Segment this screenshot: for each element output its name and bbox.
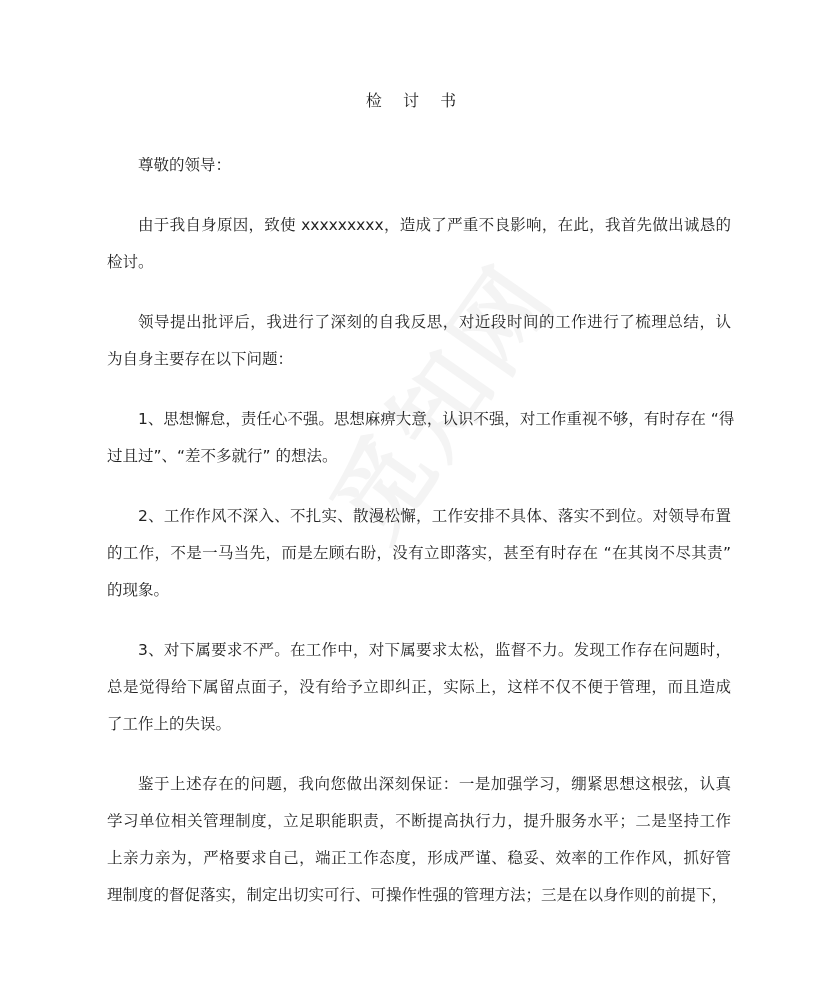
text-line: 上亲力亲为，严格要求自己，端正工作态度，形成严谨、稳妥、效率的工作作风，抓好管 — [107, 849, 731, 867]
text-line: 的现象。 — [107, 581, 170, 599]
document-title: 检 讨 书 — [365, 91, 465, 110]
text-line: 了工作上的失误。 — [107, 715, 232, 733]
paragraph — [107, 498, 731, 609]
text-line: 3、对下属要求不严。在工作中，对下属要求太松，监督不力。发现工作存在问题时， — [138, 641, 731, 659]
text-line: 过且过”、“差不多就行” 的想法。 — [107, 447, 338, 465]
text-line: 领导提出批评后，我进行了深刻的自我反思，对近段时间的工作进行了梳理总结，认 — [138, 313, 731, 331]
paragraph — [107, 207, 731, 281]
text-line: 检讨。 — [107, 253, 154, 271]
text-line: 尊敬的领导： — [138, 156, 232, 174]
paragraph — [107, 632, 731, 743]
paragraph — [107, 304, 731, 378]
text-line: 的工作，不是一马当先，而是左顾右盼，没有立即落实，甚至有时存在 “在其岗不尽其责” — [107, 544, 731, 562]
document-body — [107, 147, 735, 937]
text-line: 总是觉得给下属留点面子，没有给予立即纠正，实际上，这样不仅不便于管理，而且造成 — [107, 678, 731, 696]
text-line: 鉴于上述存在的问题，我向您做出深刻保证：一是加强学习，绷紧思想这根弦，认真 — [138, 775, 731, 793]
paragraph — [107, 401, 735, 475]
paragraph — [107, 766, 731, 914]
text-line: 学习单位相关管理制度，立足职能职责，不断提高执行力，提升服务水平；二是坚持工作 — [107, 812, 731, 830]
text-line: 由于我自身原因，致使 xxxxxxxxx，造成了严重不良影响，在此，我首先做出诚恳的 — [138, 216, 731, 234]
text-line: 1、思想懈怠，责任心不强。思想麻痹大意，认识不强，对工作重视不够，有时存在 “得 — [138, 410, 735, 428]
text-line: 为自身主要存在以下问题： — [107, 350, 294, 368]
salutation — [107, 147, 731, 184]
text-line: 2、工作作风不深入、不扎实、散漫松懈，工作安排不具体、落实不到位。对领导布置 — [138, 507, 731, 525]
text-line: 理制度的督促落实，制定出切实可行、可操作性强的管理方法；三是在以身作则的前提下， — [107, 886, 728, 904]
